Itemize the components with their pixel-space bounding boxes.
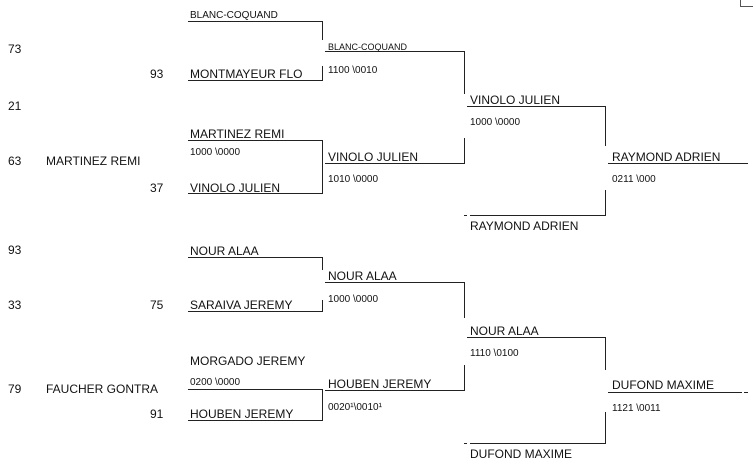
- round2-player: VINOLO JULIEN: [328, 150, 419, 164]
- round2-player: BLANC-COQUAND: [328, 42, 408, 52]
- round2-score: 1000 \0000: [328, 294, 379, 305]
- left-player-name: FAUCHER GONTRA: [46, 382, 159, 396]
- round1-player: BLANC-COQUAND: [190, 10, 278, 21]
- seed-number: 21: [8, 99, 22, 113]
- match-score: 75: [150, 298, 164, 312]
- round2-score: 0020¹\0010¹: [328, 402, 382, 413]
- round3-score: 1000 \0000: [470, 117, 521, 128]
- round3-player: VINOLO JULIEN: [470, 93, 561, 107]
- round1-player: MARTINEZ REMI: [190, 127, 285, 141]
- round3-score: 1110 \0100: [470, 348, 519, 359]
- round1-player: MORGADO JEREMY: [190, 354, 306, 368]
- match-score: 93: [150, 67, 164, 81]
- round2-score: 1100 \0010: [328, 65, 378, 76]
- seed-number: 73: [8, 42, 22, 56]
- round2-player: NOUR ALAA: [328, 269, 397, 283]
- round1-player: HOUBEN JEREMY: [190, 407, 294, 421]
- seed-number: 63: [8, 154, 22, 168]
- round4-score: 1121 \0011: [612, 403, 661, 414]
- round1-player: MONTMAYEUR FLO: [190, 67, 303, 81]
- corner-marker: [740, 0, 753, 7]
- round1-score: 1000 \0000: [190, 147, 241, 158]
- seed-number: 79: [8, 382, 22, 396]
- round1-player: NOUR ALAA: [190, 244, 259, 258]
- round1-player: SARAIVA JEREMY: [190, 298, 293, 312]
- round1-player: VINOLO JULIEN: [190, 181, 281, 195]
- left-player-name: MARTINEZ REMI: [46, 154, 141, 168]
- round3-player: NOUR ALAA: [470, 324, 539, 338]
- round3-player: DUFOND MAXIME: [470, 447, 572, 461]
- round4-player: RAYMOND ADRIEN: [612, 150, 721, 164]
- seed-number: 93: [8, 243, 22, 257]
- round1-score: 0200 \0000: [190, 377, 241, 388]
- round3-player: RAYMOND ADRIEN: [470, 219, 579, 233]
- round4-player: DUFOND MAXIME: [612, 378, 714, 392]
- match-score: 91: [150, 407, 164, 421]
- match-score: 37: [150, 181, 164, 195]
- round2-score: 1010 \0000: [328, 174, 379, 185]
- seed-number: 33: [8, 298, 22, 312]
- round4-score: 0211 \000: [612, 174, 656, 185]
- round2-player: HOUBEN JEREMY: [328, 377, 432, 391]
